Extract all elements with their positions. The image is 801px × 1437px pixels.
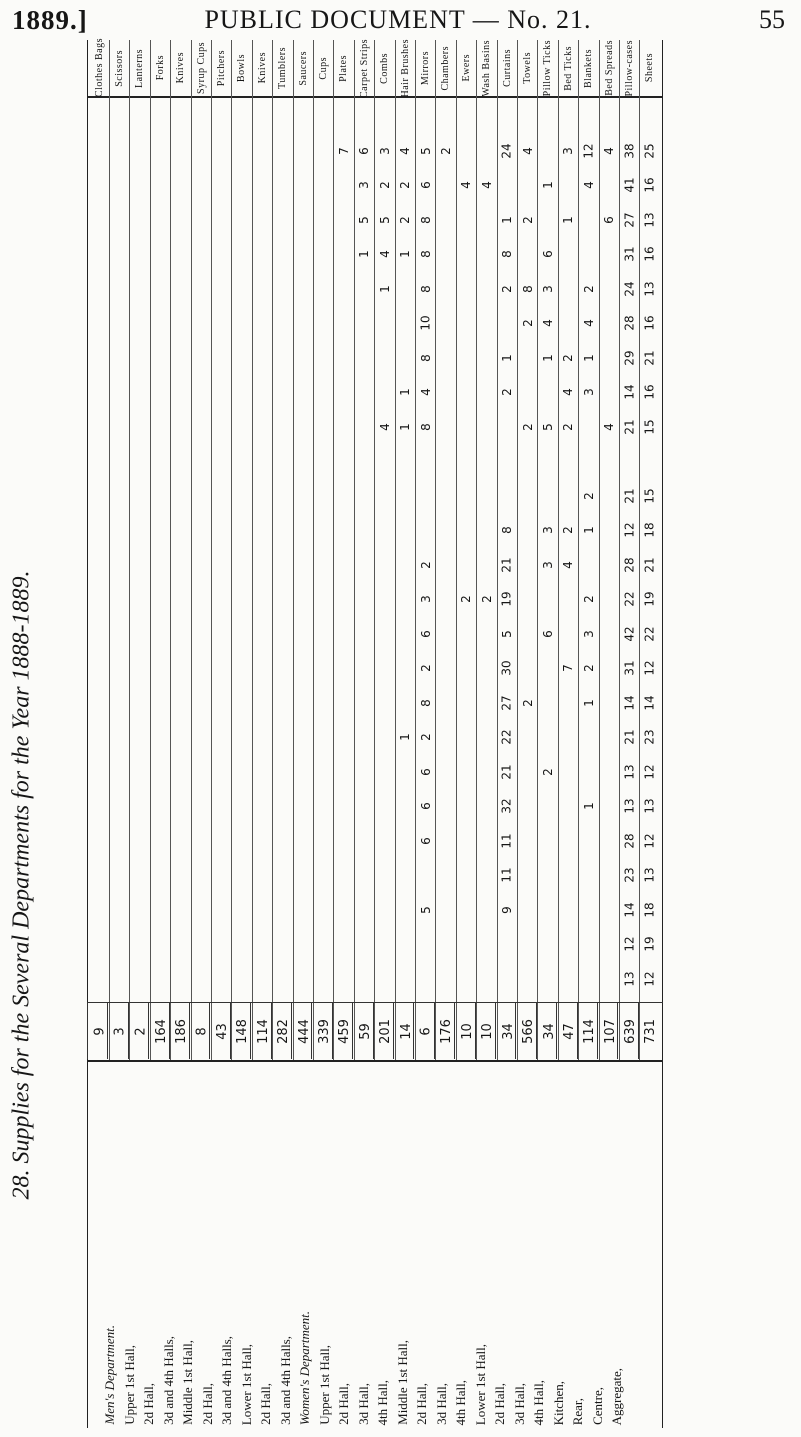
total-value: 201 xyxy=(378,1018,394,1044)
total-value: 176 xyxy=(439,1018,455,1044)
cell-value: 13 xyxy=(642,798,657,814)
cell-value: 14 xyxy=(622,694,637,711)
cell-value: 1 xyxy=(561,215,576,224)
cell-value: 2 xyxy=(561,353,576,362)
cell-value: 15 xyxy=(642,487,657,504)
cell-value: 2 xyxy=(561,526,576,534)
cell-value: 2 xyxy=(377,181,392,189)
total-value: 43 xyxy=(214,1022,230,1040)
table-cell xyxy=(86,488,112,504)
table-cell xyxy=(86,971,112,987)
column-header-label: Forks xyxy=(154,55,166,81)
cell-value: 28 xyxy=(622,315,637,331)
cell-value: 12 xyxy=(581,142,596,159)
cell-value: 5 xyxy=(540,422,555,431)
cell-value: 1 xyxy=(397,388,412,396)
table-cell xyxy=(86,315,112,331)
row-label: Middle 1st Hall, xyxy=(394,1340,410,1425)
total-value: 459 xyxy=(337,1018,353,1044)
table-cell xyxy=(86,626,112,642)
cell-value: 8 xyxy=(418,215,433,224)
cell-value: 8 xyxy=(418,250,433,258)
column-header-label: Knives xyxy=(256,52,268,84)
cell-value: 2 xyxy=(397,215,412,224)
cell-value: 19 xyxy=(642,936,657,952)
cell-value: 2 xyxy=(581,664,596,672)
cell-value: 13 xyxy=(642,280,657,297)
table-cell xyxy=(86,143,112,159)
cell-value: 3 xyxy=(377,146,392,155)
total-value: 164 xyxy=(153,1018,169,1044)
cell-value: 4 xyxy=(601,422,616,431)
cell-value: 18 xyxy=(642,522,657,538)
cell-value: 14 xyxy=(642,694,657,711)
column-header-label: Pillow-cases xyxy=(623,39,635,97)
cell-value: 24 xyxy=(622,280,637,297)
column-header-label: Blankets xyxy=(583,48,595,88)
table-cell xyxy=(86,246,112,262)
cell-value: 16 xyxy=(642,315,657,331)
column-cells xyxy=(86,100,112,1060)
cell-value: 31 xyxy=(622,660,637,676)
cell-value: 13 xyxy=(622,798,637,814)
row-label: Aggregate, xyxy=(609,1367,624,1425)
column-header-label: Mirrors xyxy=(419,50,431,86)
cell-value: 2 xyxy=(499,388,514,396)
cell-value: 22 xyxy=(500,729,514,745)
total-value: 114 xyxy=(582,1018,598,1044)
table-cell xyxy=(86,350,112,366)
cell-value: 22 xyxy=(642,625,657,642)
cell-value: 1 xyxy=(581,353,596,362)
cell-value: 4 xyxy=(561,388,576,396)
page-number: 55 xyxy=(759,5,785,34)
row-label: Upper 1st Hall, xyxy=(121,1345,137,1425)
cell-value: 1 xyxy=(581,526,596,534)
table-cell xyxy=(86,902,112,918)
column-header-label: Pillow Ticks xyxy=(542,39,554,97)
cell-value: 4 xyxy=(581,181,596,189)
cell-value: 23 xyxy=(622,867,637,883)
cell-value: 12 xyxy=(622,522,637,538)
total-value: 3 xyxy=(112,1026,128,1036)
total-value: 8 xyxy=(194,1026,210,1036)
row-label: Kitchen, xyxy=(550,1380,566,1425)
cell-value: 2 xyxy=(520,215,535,224)
row-label: Centre, xyxy=(589,1387,605,1425)
column-header-label: Clothes Bags xyxy=(93,38,105,98)
column-header-label: Curtains xyxy=(501,49,513,87)
row-label: 2d Hall, xyxy=(258,1383,273,1425)
cell-value: 5 xyxy=(418,146,433,155)
cell-value: 3 xyxy=(418,595,433,603)
cell-value: 13 xyxy=(642,867,657,883)
cell-value: 2 xyxy=(520,698,535,707)
cell-value: 42 xyxy=(622,625,637,642)
cell-value: 27 xyxy=(500,694,514,711)
table-cell xyxy=(86,557,112,573)
cell-value: 2 xyxy=(459,595,474,603)
cell-value: 2 xyxy=(418,733,433,741)
cell-value: 12 xyxy=(642,970,657,987)
cell-value: 16 xyxy=(642,384,657,400)
column-header-label: Bed Ticks xyxy=(562,45,574,91)
cell-value: 19 xyxy=(500,591,514,607)
column-header-label: Chambers xyxy=(440,45,452,91)
cell-value: 6 xyxy=(418,629,433,638)
cell-value: 2 xyxy=(561,422,576,431)
cell-value: 21 xyxy=(642,349,657,366)
cell-value: 28 xyxy=(622,832,637,849)
row-label: Middle 1st Hall, xyxy=(180,1340,195,1425)
total-value: 14 xyxy=(398,1022,414,1040)
cell-value: 1 xyxy=(397,422,412,431)
column-header-label: Carpet Strips xyxy=(358,38,370,98)
table-cell xyxy=(86,212,112,228)
cell-value: 27 xyxy=(622,211,637,228)
cell-value: 2 xyxy=(479,595,494,603)
cell-value: 10 xyxy=(418,315,433,331)
row-label: 2d Hall, xyxy=(414,1383,429,1425)
cell-value: 5 xyxy=(357,215,372,224)
cell-value: 8 xyxy=(499,250,514,258)
cell-value: 18 xyxy=(642,901,657,918)
cell-value: 12 xyxy=(622,936,637,952)
cell-value: 19 xyxy=(642,591,657,607)
cell-value: 11 xyxy=(500,832,514,849)
cell-value: 21 xyxy=(500,763,514,780)
total-value: 9 xyxy=(92,1026,108,1036)
table-cell xyxy=(86,798,112,814)
row-label: 3d and 4th Halls, xyxy=(160,1336,176,1425)
cell-value: 3 xyxy=(540,284,555,293)
cell-value: 31 xyxy=(622,246,637,262)
cell-value: 2 xyxy=(581,491,596,500)
column-header-label: Lanterns xyxy=(134,48,146,88)
table-cell xyxy=(86,764,112,780)
header-year: 1889.] xyxy=(12,5,88,35)
row-label: 4th Hall, xyxy=(453,1379,468,1425)
cell-value: 21 xyxy=(622,418,637,435)
row-label: 3d Hall, xyxy=(433,1383,449,1425)
column-header-label: Sheets xyxy=(644,53,656,83)
cell-value: 1 xyxy=(499,215,514,224)
cell-value: 4 xyxy=(459,181,474,189)
cell-value: 7 xyxy=(561,664,576,672)
table-cell xyxy=(86,833,112,849)
row-label: 2d Hall, xyxy=(336,1383,351,1425)
table-cell xyxy=(86,419,112,435)
total-value: 444 xyxy=(296,1018,312,1044)
cell-value: 9 xyxy=(499,905,514,914)
column-header-label: Ewers xyxy=(460,54,472,82)
cell-value: 8 xyxy=(499,526,514,534)
cell-value: 2 xyxy=(499,284,514,293)
column-header-label: Syrup Cups xyxy=(195,42,207,94)
row-label: 2d Hall, xyxy=(492,1383,507,1425)
cell-value: 6 xyxy=(418,836,433,845)
table-cell xyxy=(86,660,112,676)
cell-value: 29 xyxy=(622,349,637,366)
cell-value: 8 xyxy=(418,422,433,431)
cell-value: 24 xyxy=(500,142,514,159)
row-label: 3d and 4th Halls, xyxy=(219,1336,234,1425)
cell-value: 1 xyxy=(397,250,412,258)
cell-value: 8 xyxy=(418,353,433,362)
cell-value: 4 xyxy=(397,146,412,155)
table-cell xyxy=(86,867,112,883)
cell-value: 21 xyxy=(622,729,637,745)
cell-value: 6 xyxy=(601,215,616,224)
cell-value: 6 xyxy=(418,181,433,189)
table-cell xyxy=(86,591,112,607)
row-label: 4th Hall, xyxy=(531,1379,546,1425)
row-label: 2d Hall, xyxy=(141,1383,156,1425)
cell-value: 23 xyxy=(642,729,657,745)
cell-value: 4 xyxy=(377,250,392,258)
cell-value: 15 xyxy=(642,418,657,435)
cell-value: 30 xyxy=(500,660,514,676)
cell-value: 1 xyxy=(397,733,412,741)
cell-value: 4 xyxy=(540,319,555,327)
cell-value: 3 xyxy=(540,560,555,569)
column-header-label: Saucers xyxy=(297,50,309,86)
cell-value: 2 xyxy=(581,595,596,603)
row-label: 3d Hall, xyxy=(511,1383,527,1425)
side-title: 28. Supplies for the Several Departments for the Year 1888-1889. xyxy=(8,570,35,1200)
column-header-label: Knives xyxy=(175,52,187,84)
cell-value: 6 xyxy=(540,250,555,258)
column-header-label: Cups xyxy=(317,56,329,80)
cell-value: 6 xyxy=(418,767,433,776)
total-value: 107 xyxy=(602,1018,618,1044)
column-header-label: Hair Brushes xyxy=(399,38,411,98)
cell-value: 8 xyxy=(418,284,433,293)
table-cell xyxy=(86,729,112,745)
column-header-label: Towels xyxy=(521,52,533,84)
cell-value: 4 xyxy=(581,319,596,327)
total-cell xyxy=(87,1002,112,1059)
cell-value: 1 xyxy=(540,181,555,189)
column-header-label: Plates xyxy=(338,54,350,82)
cell-value: 12 xyxy=(642,763,657,780)
cell-value: 2 xyxy=(520,319,535,327)
row-label: 3d Hall, xyxy=(355,1383,371,1425)
cell-value: 21 xyxy=(500,556,514,573)
cell-value: 12 xyxy=(642,660,657,676)
cell-value: 21 xyxy=(622,487,637,504)
total-value: 10 xyxy=(480,1022,496,1040)
total-value: 114 xyxy=(255,1018,271,1044)
body-rule xyxy=(87,1060,662,1062)
cell-value: 25 xyxy=(642,142,657,159)
total-value: 34 xyxy=(500,1022,516,1040)
cell-value: 38 xyxy=(622,142,637,159)
cell-value: 14 xyxy=(622,384,637,400)
row-label: Upper 1st Hall, xyxy=(316,1345,332,1425)
cell-value: 5 xyxy=(418,905,433,914)
table-cell xyxy=(86,453,112,469)
column-header-label: Scissors xyxy=(113,49,125,87)
column-header-label: Wash Basins xyxy=(481,39,493,97)
cell-value: 5 xyxy=(499,629,514,638)
column-header-label: Bed Spreads xyxy=(603,40,615,96)
row-label: Men's Department. xyxy=(102,1325,117,1425)
cell-value: 8 xyxy=(520,284,535,293)
cell-value: 22 xyxy=(622,591,637,607)
cell-value: 3 xyxy=(561,146,576,155)
cell-value: 16 xyxy=(642,177,657,193)
row-label: 4th Hall, xyxy=(375,1379,390,1425)
cell-value: 5 xyxy=(377,215,392,224)
cell-value: 2 xyxy=(520,422,535,431)
cell-value: 4 xyxy=(479,181,494,189)
cell-value: 3 xyxy=(581,629,596,638)
cell-value: 1 xyxy=(540,353,555,362)
table-cell xyxy=(86,522,112,538)
cell-value: 1 xyxy=(357,250,372,258)
cell-value: 4 xyxy=(561,560,576,569)
cell-value: 2 xyxy=(418,664,433,672)
total-value: 339 xyxy=(316,1018,332,1044)
total-value: 47 xyxy=(561,1022,577,1040)
column-header-label: Tumblers xyxy=(277,47,289,89)
cell-value: 6 xyxy=(540,629,555,638)
header-title: PUBLIC DOCUMENT — No. 21. xyxy=(204,5,592,34)
side-title-container xyxy=(0,340,44,1420)
cell-value: 2 xyxy=(397,181,412,189)
cell-value: 41 xyxy=(622,177,637,193)
cell-value: 6 xyxy=(357,146,372,155)
cell-value: 3 xyxy=(581,388,596,396)
total-value: 731 xyxy=(643,1018,659,1044)
table-cell xyxy=(86,695,112,711)
table-cell xyxy=(86,384,112,400)
cell-value: 13 xyxy=(622,970,637,987)
cell-value: 1 xyxy=(377,284,392,293)
cell-value: 7 xyxy=(336,146,351,155)
cell-value: 4 xyxy=(377,422,392,431)
table-cell xyxy=(86,177,112,193)
row-label: 2d Hall, xyxy=(199,1383,215,1425)
total-value: 34 xyxy=(541,1022,557,1040)
total-value: 148 xyxy=(235,1018,251,1044)
cell-value: 1 xyxy=(581,698,596,707)
cell-value: 13 xyxy=(642,211,657,228)
cell-value: 12 xyxy=(642,832,657,849)
cell-value: 8 xyxy=(418,698,433,707)
cell-value: 2 xyxy=(418,560,433,569)
cell-value: 13 xyxy=(622,763,637,780)
table-cell xyxy=(86,281,112,297)
column-header-label: Bowls xyxy=(236,53,248,83)
total-value: 282 xyxy=(276,1018,292,1044)
row-label: Women's Department. xyxy=(297,1310,312,1425)
cell-value: 4 xyxy=(520,146,535,155)
cell-value: 3 xyxy=(357,181,372,189)
cell-value: 4 xyxy=(601,146,616,155)
table-cell xyxy=(86,108,112,124)
cell-value: 4 xyxy=(418,388,433,396)
total-value: 2 xyxy=(133,1026,149,1036)
table-cell xyxy=(86,936,112,952)
total-value: 10 xyxy=(459,1022,475,1040)
cell-value: 1 xyxy=(499,353,514,362)
cell-value: 14 xyxy=(622,901,637,918)
cell-value: 28 xyxy=(622,556,637,573)
total-value: 566 xyxy=(520,1018,536,1044)
column-header-label: Pitchers xyxy=(215,49,227,87)
total-value: 6 xyxy=(418,1026,434,1036)
total-value: 639 xyxy=(622,1018,638,1044)
row-label: Rear, xyxy=(570,1397,585,1425)
cell-value: 16 xyxy=(642,246,657,262)
cell-value: 2 xyxy=(581,284,596,293)
cell-value: 32 xyxy=(500,798,514,814)
cell-value: 3 xyxy=(540,526,555,534)
cell-value: 11 xyxy=(500,867,514,883)
row-label: 3d and 4th Halls, xyxy=(277,1336,293,1425)
cell-value: 2 xyxy=(540,767,555,776)
row-label: Lower 1st Hall, xyxy=(238,1343,254,1425)
cell-value: 2 xyxy=(438,146,453,155)
cell-value: 1 xyxy=(581,802,596,810)
cell-value: 21 xyxy=(642,556,657,573)
total-value: 186 xyxy=(174,1018,190,1044)
row-label: Lower 1st Hall, xyxy=(472,1343,488,1425)
cell-value: 6 xyxy=(418,802,433,810)
total-value: 59 xyxy=(357,1022,373,1040)
column-header-label: Combs xyxy=(379,52,391,84)
